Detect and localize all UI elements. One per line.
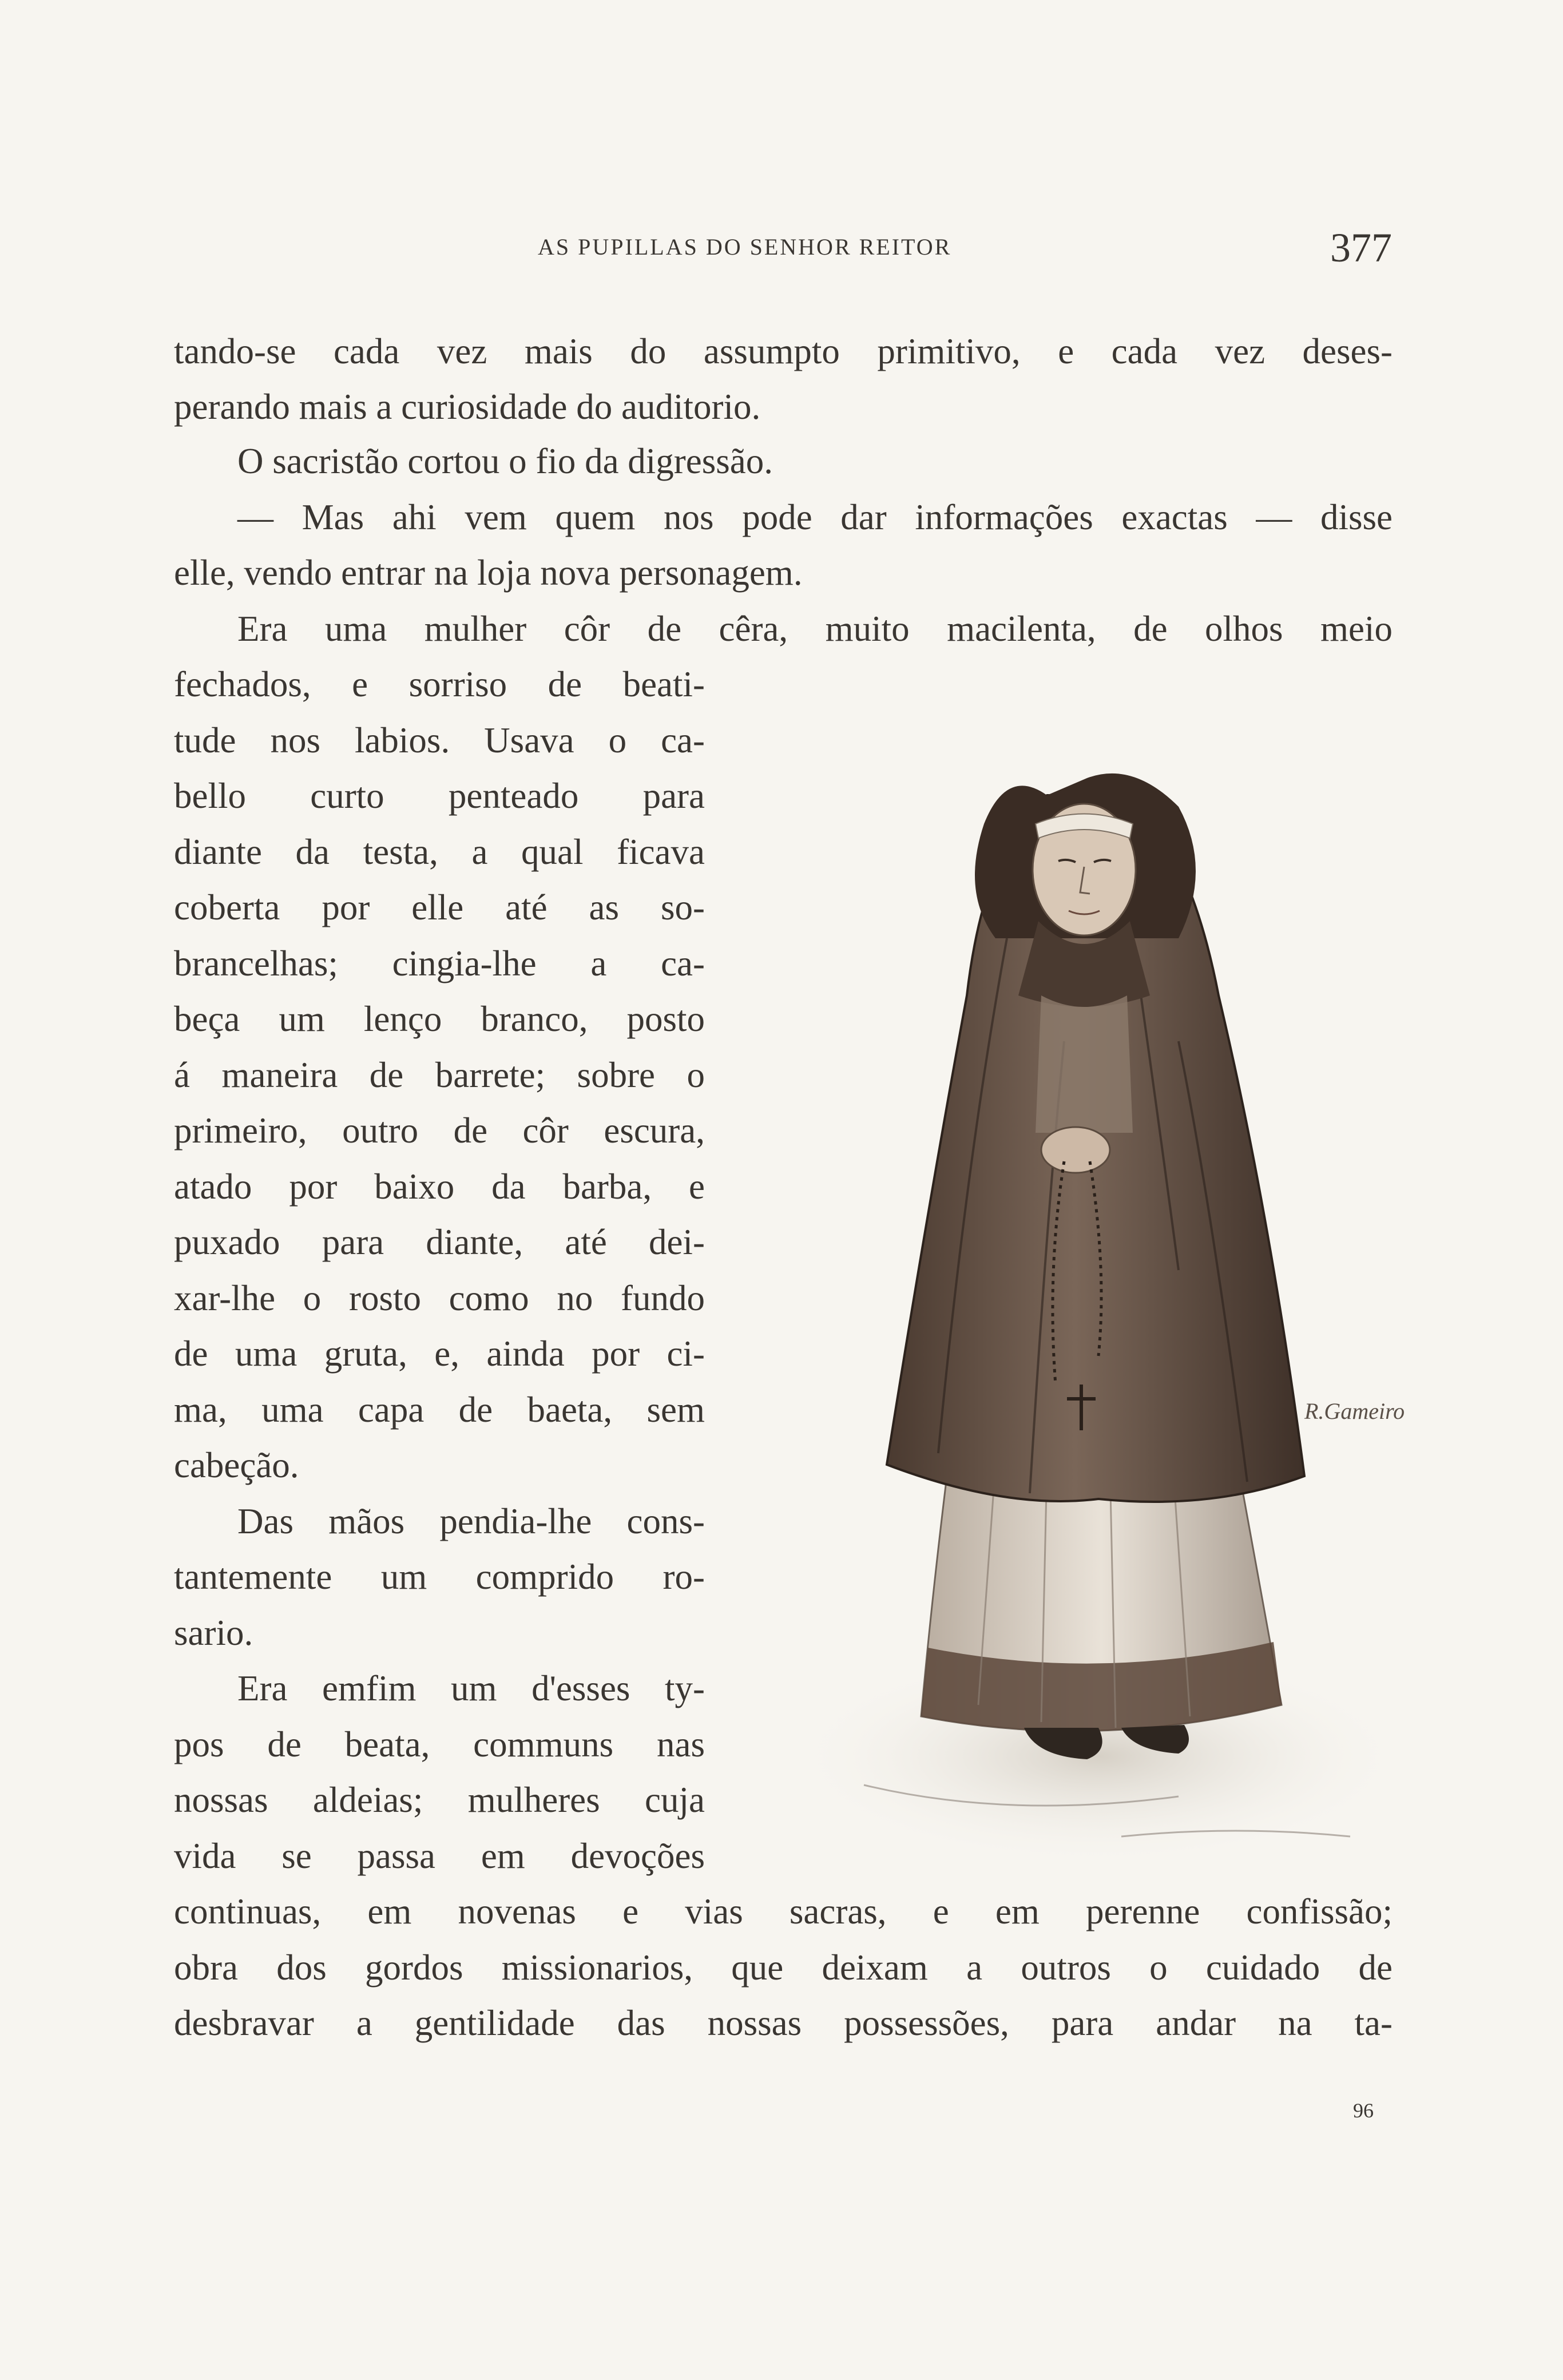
running-head: AS PUPILLAS DO SENHOR REITOR	[538, 234, 952, 260]
text-line: Era uma mulher côr de cêra, muito macilenta, de olhos meio	[237, 609, 1393, 649]
text-line: tude nos labios. Usava o ca-	[174, 720, 705, 760]
signature-mark: 96	[1353, 2099, 1374, 2122]
text-line: continuas, em novenas e vias sacras, e em perenne confissão;	[174, 1891, 1393, 1931]
text-line: de uma gruta, e, ainda por ci-	[174, 1334, 705, 1374]
text-line: primeiro, outro de côr escura,	[174, 1110, 705, 1151]
text-line: Era emfim um d'esses ty-	[237, 1668, 705, 1708]
text-line: bello curto penteado para	[174, 776, 705, 816]
text-line: tando-se cada vez mais do assumpto primitivo, e cada vez deses-	[174, 331, 1393, 371]
text-line: Das mãos pendia-lhe cons-	[237, 1501, 705, 1541]
text-line: atado por baixo da barba, e	[174, 1167, 705, 1207]
text-line: obra dos gordos missionarios, que deixam a outros o cuidado de	[174, 1947, 1393, 1988]
text-line: sario.	[174, 1613, 253, 1653]
text-line: puxado para diante, até dei-	[174, 1222, 705, 1262]
page-number: 377	[1330, 225, 1392, 271]
text-line: pos de beata, communs nas	[174, 1724, 705, 1764]
text-line: nossas aldeias; mulheres cuja	[174, 1780, 705, 1820]
text-line: coberta por elle até as so-	[174, 887, 705, 927]
artist-signature: R.Gameiro	[1304, 1398, 1405, 1424]
text-line: vida se passa em devoções	[174, 1836, 705, 1876]
text-line: á maneira de barrete; sobre o	[174, 1055, 705, 1095]
text-line: fechados, e sorriso de beati-	[174, 664, 705, 704]
text-line: tantemente um comprido ro-	[174, 1557, 705, 1597]
text-line: perando mais a curiosidade do auditorio.	[174, 387, 761, 427]
text-line: — Mas ahi vem quem nos pode dar informações exactas — disse	[237, 497, 1393, 537]
text-line: diante da testa, a qual ficava	[174, 832, 705, 872]
hands	[1041, 1127, 1110, 1173]
text-line: O sacristão cortou o fio da digressão.	[237, 441, 773, 481]
illustration-beata	[778, 698, 1425, 1877]
text-line: beça um lenço branco, posto	[174, 999, 705, 1039]
text-line: ma, uma capa de baeta, sem	[174, 1390, 705, 1430]
text-line: xar-lhe o rosto como no fundo	[174, 1278, 705, 1318]
text-line: brancelhas; cingia-lhe a ca-	[174, 943, 705, 983]
bodice	[1036, 995, 1133, 1133]
text-line: cabeção.	[174, 1445, 299, 1485]
text-line: desbravar a gentilidade das nossas possessões, para andar na ta-	[174, 2003, 1393, 2043]
text-line: elle, vendo entrar na loja nova personagem.	[174, 553, 803, 593]
